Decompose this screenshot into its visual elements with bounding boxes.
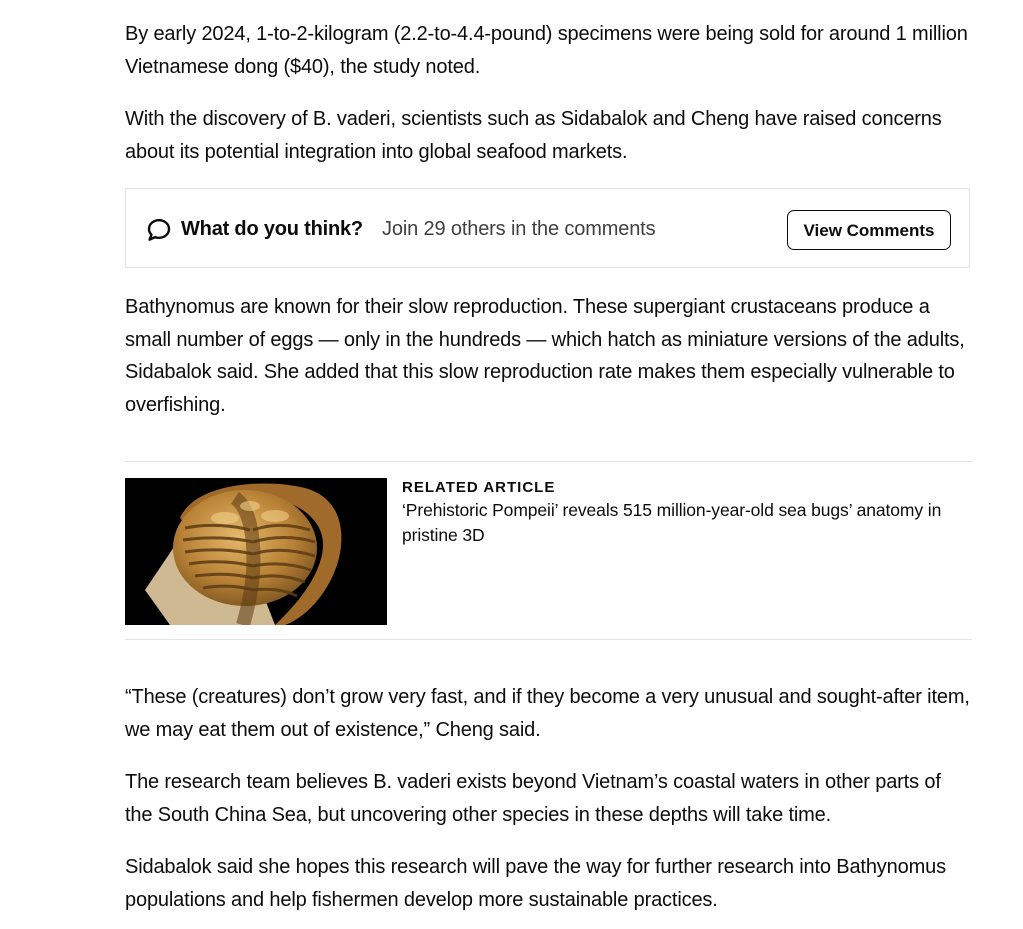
related-article-label: RELATED ARTICLE — [402, 479, 556, 496]
article-paragraph: Bathynomus are known for their slow reproduction. These supergiant crustaceans produce a small number of eggs — only in the hundreds — which hatch as miniature versions of the adults, Sidabalok said. She added that this slow reproduction rate makes them especially vulnerable to overfishing. — [125, 296, 965, 416]
related-article-title[interactable]: ‘Prehistoric Pompeii’ reveals 515 million-year-old sea bugs’ anatomy in pristine 3D — [402, 500, 942, 545]
divider — [125, 639, 972, 640]
trilobite-fossil-image — [125, 478, 387, 625]
speech-bubble-icon — [146, 217, 172, 243]
divider — [125, 461, 972, 462]
comments-question: What do you think? — [181, 218, 363, 240]
related-article-thumbnail[interactable] — [125, 478, 387, 625]
article-paragraph: With the discovery of B. vaderi, scientists such as Sidabalok and Cheng have raised concerns about its potential integration into global seafood markets. — [125, 108, 942, 163]
article-paragraph: By early 2024, 1-to-2-kilogram (2.2-to-4.4-pound) specimens were being sold for around 1 million Vietnamese dong ($40), the study noted. — [125, 23, 968, 78]
comments-join-text: Join 29 others in the comments — [382, 218, 656, 240]
article-paragraph: Sidabalok said she hopes this research will pave the way for further research into Bathynomus populations and help fishermen develop more sustainable practices. — [125, 856, 946, 911]
article-paragraph: The research team believes B. vaderi exists beyond Vietnam’s coastal waters in other parts of the South China Sea, but uncovering other species in these depths will take time. — [125, 771, 941, 826]
comments-prompt-box — [125, 188, 970, 268]
article-paragraph: “These (creatures) don’t grow very fast, and if they become a very unusual and sought-after item, we may eat them out of existence,” Cheng said. — [125, 686, 970, 741]
view-comments-button[interactable]: View Comments — [787, 210, 951, 250]
